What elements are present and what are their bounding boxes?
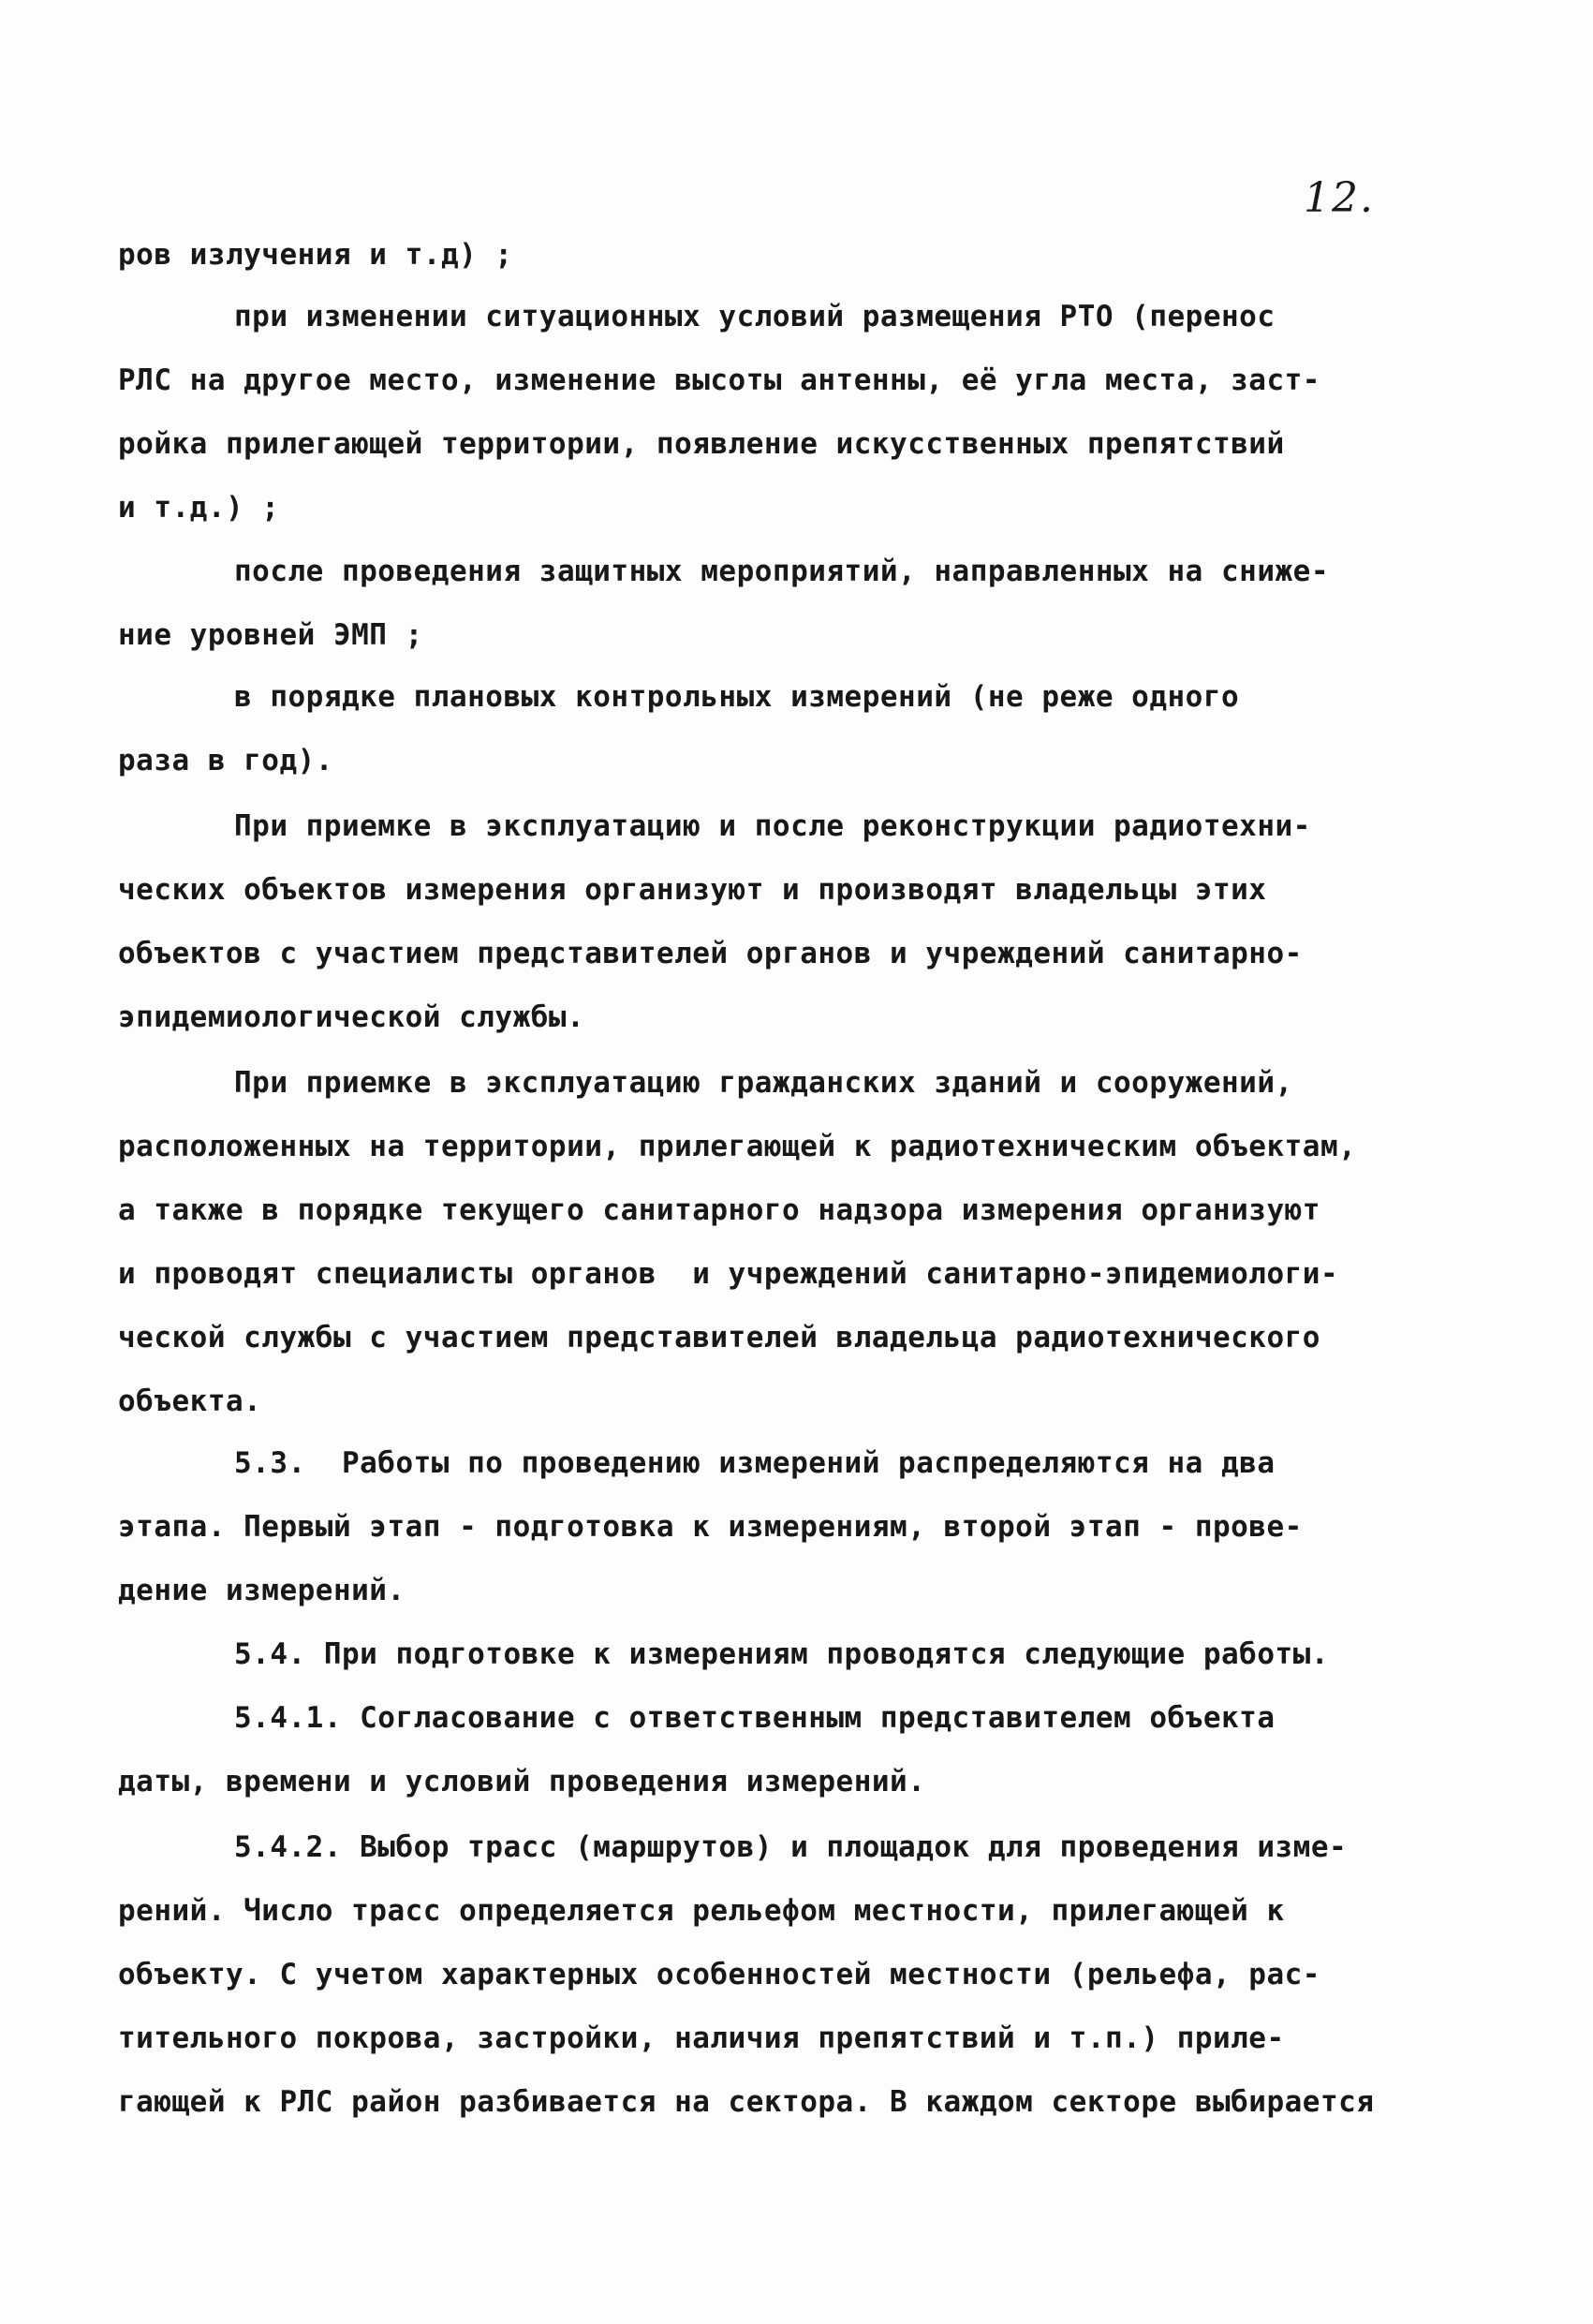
text-line: объектов с участием представителей органов и учреждений санитарно-: [118, 937, 1303, 970]
text-line: тительного покрова, застройки, наличия препятствий и т.п.) приле-: [118, 2021, 1285, 2055]
text-line: и проводят специалисты органов и учреждений санитарно-эпидемиологи-: [118, 1257, 1339, 1291]
text-line: эпидемиологической службы.: [118, 1000, 585, 1034]
text-line: При приемке в эксплуатацию гражданских зданий и сооружений,: [234, 1066, 1293, 1100]
text-line: гающей к РЛС район разбивается на сектора. В каждом секторе выбирается: [118, 2085, 1375, 2119]
text-line: этапа. Первый этап - подготовка к измерениям, второй этап - прове-: [118, 1510, 1303, 1544]
text-line: ройка прилегающей территории, появление искусственных препятствий: [118, 427, 1285, 461]
text-line: в порядке плановых контрольных измерений (не реже одного: [234, 680, 1240, 714]
text-line: РЛС на другое место, изменение высоты антенны, её угла места, заст-: [118, 363, 1320, 397]
text-line: объекта.: [118, 1384, 262, 1418]
text-line: и т.д.) ;: [118, 491, 280, 525]
text-line: 5.3. Работы по проведению измерений распределяются на два: [234, 1446, 1276, 1480]
text-line: а также в порядке текущего санитарного надзора измерения организуют: [118, 1193, 1320, 1227]
text-line: дение измерений.: [118, 1574, 406, 1607]
text-line: даты, времени и условий проведения измерений.: [118, 1765, 926, 1799]
text-line: ческой службы с участием представителей владельца радиотехнического: [118, 1321, 1320, 1354]
text-line: расположенных на территории, прилегающей к радиотехническим объектам,: [118, 1130, 1357, 1163]
text-line: рений. Число трасс определяется рельефом местности, прилегающей к: [118, 1894, 1285, 1928]
text-line: 5.4.2. Выбор трасс (маршрутов) и площадок для проведения изме-: [234, 1830, 1348, 1864]
text-line: объекту. С учетом характерных особенностей местности (рельефа, рас-: [118, 1958, 1320, 1991]
text-line: При приемке в эксплуатацию и после реконструкции радиотехни-: [234, 809, 1311, 843]
page-number: 12.: [1304, 174, 1375, 222]
text-line: 5.4.1. Согласование с ответственным представителем объекта: [234, 1701, 1276, 1735]
text-line: 5.4. При подготовке к измерениям проводятся следующие работы.: [234, 1637, 1329, 1671]
text-line: после проведения защитных мероприятий, направленных на сниже-: [234, 555, 1329, 588]
text-line: ческих объектов измерения организуют и производят владельцы этих: [118, 873, 1267, 907]
text-line: ние уровней ЭМП ;: [118, 618, 423, 652]
text-line: раза в год).: [118, 744, 333, 777]
text-line: при изменении ситуационных условий размещения РТО (перенос: [234, 300, 1276, 333]
text-line: ров излучения и т.д) ;: [118, 238, 513, 272]
